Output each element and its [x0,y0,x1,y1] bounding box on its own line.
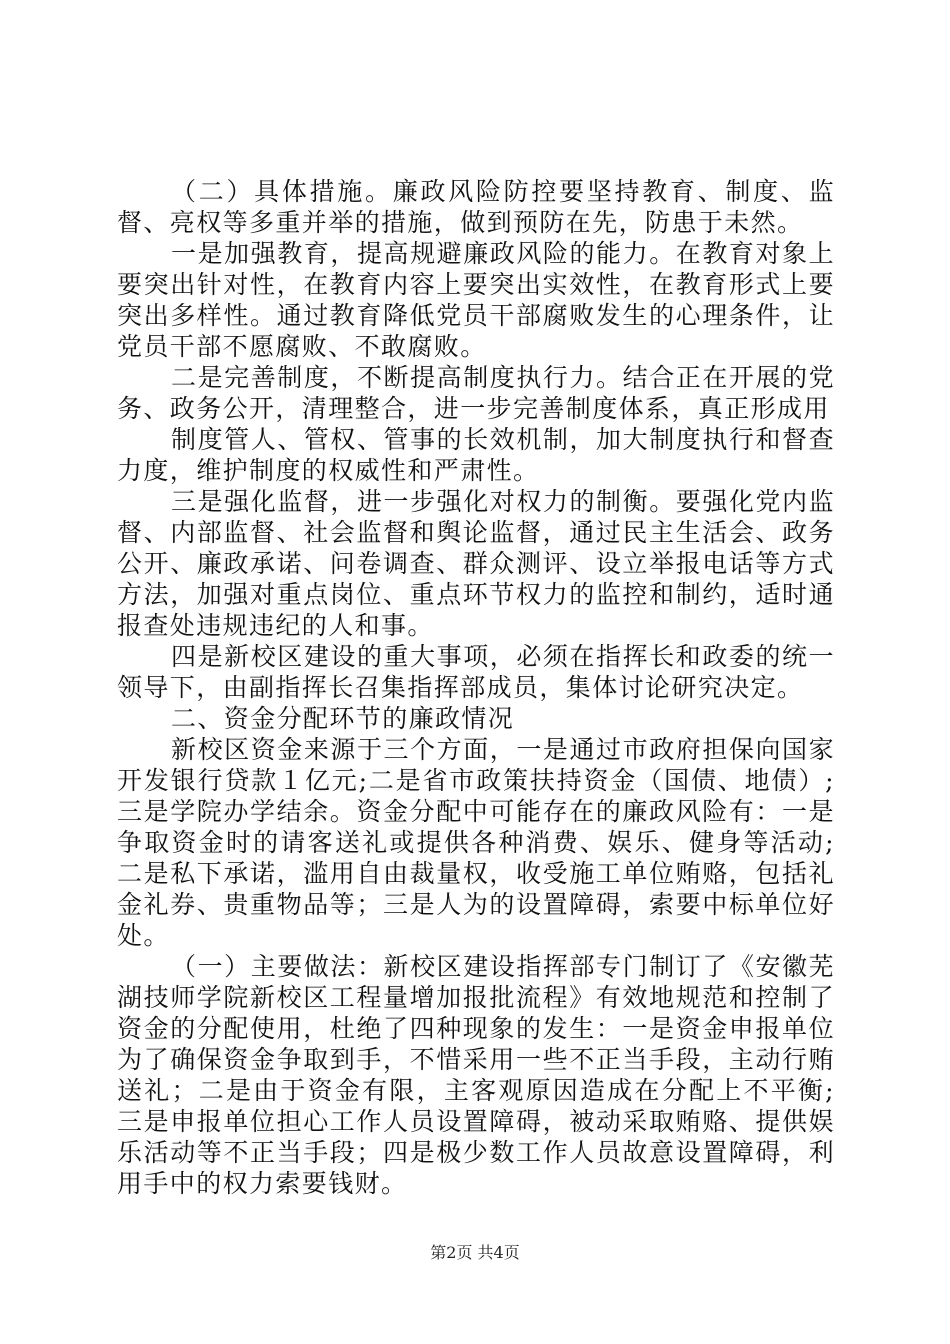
page-number-footer: 第2页 共4页 [430,1243,520,1262]
paragraph-education: 一是加强教育，提高规避廉政风险的能力。在教育对象上要突出针对性，在教育内容上要突出实效性，在教育形式上要突出多样性。通过教育降低党员干部腐败发生的心理条件，让党员干部不愿腐败、不敢腐败。 [117,239,835,361]
paragraph-major-matters: 四是新校区建设的重大事项，必须在指挥长和政委的统一领导下，由副指挥长召集指挥部成员，集体讨论研究决定。 [117,642,835,702]
paragraph-main-practices: （一）主要做法：新校区建设指挥部专门制订了《安徽芜湖技师学院新校区工程量增加报批流程》有效地规范和控制了资金的分配使用，杜绝了四种现象的发生：一是资金申报单位为了确保资金争取到手，不惜采用一些不正当手段，主动行贿送礼；二是由于资金有限，主客观原因造成在分配上不平衡;三是申报单位担心工作人员设置障碍，被动采取贿赂、提供娱乐活动等不正当手段；四是极少数工作人员故意设置障碍，利用手中的权力索要钱财。 [117,952,835,1198]
section-heading-fund-allocation: 二、资金分配环节的廉政情况 [171,704,515,733]
paragraph-specific-measures: （二）具体措施。廉政风险防控要坚持教育、制度、监督、亮权等多重并举的措施，做到预防在先，防患于未然。 [117,177,835,237]
paragraph-fund-sources: 新校区资金来源于三个方面，一是通过市政府担保向国家开发银行贷款１亿元;二是省市政策扶持资金（国债、地债）;三是学院办学结余。资金分配中可能存在的廉政风险有：一是争取资金时的请客送礼或提供各种消费、娱乐、健身等活动;二是私下承诺，滥用自由裁量权，收受施工单位贿赂，包括礼金礼券、贵重物品等；三是人为的设置障碍，索要中标单位好处。 [117,735,835,950]
document-body [117,176,835,1199]
paragraph-system-part2: 制度管人、管权、管事的长效机制，加大制度执行和督查力度，维护制度的权威性和严肃性。 [117,425,835,485]
paragraph-system-part1: 二是完善制度，不断提高制度执行力。结合正在开展的党务、政务公开，清理整合，进一步完善制度体系，真正形成用 [117,363,835,423]
paragraph-supervision: 三是强化监督，进一步强化对权力的制衡。要强化党内监督、内部监督、社会监督和舆论监督，通过民主生活会、政务公开、廉政承诺、问卷调查、群众测评、设立举报电话等方式方法，加强对重点岗位、重点环节权力的监控和制约，适时通报查处违规违纪的人和事。 [117,487,835,640]
